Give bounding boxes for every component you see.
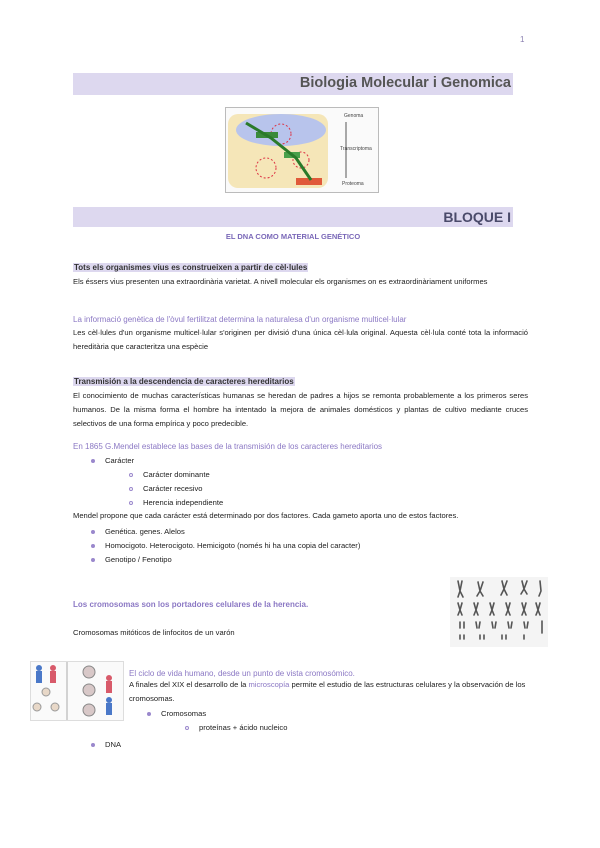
section-bar	[73, 207, 513, 227]
section-title: BLOQUE I	[443, 209, 511, 225]
list-item: Carácter recesivo	[129, 484, 528, 493]
section-1-heading: Tots els organismes vius es construeixen a partir de cèl·lules	[74, 263, 308, 272]
header-bar	[73, 73, 513, 95]
page-number: 1	[520, 35, 525, 44]
life-cycle-diagram	[31, 662, 123, 720]
list-item: Carácter dominante	[129, 470, 528, 479]
list-item: Cromosomas	[147, 709, 529, 718]
section-1	[73, 257, 528, 289]
section-6-text: A finales del XIX el desarrollo de la microscopía permite el estudio de las estructuras celulares y la observación de los cromosomas.	[129, 680, 526, 703]
list-item: Herencia independiente	[129, 498, 528, 507]
section-2-text: Les cèl·lules d'un organisme multicel·lular s'originen per divisió d'una única cèl·lula original. Aquesta cèl·lula conté tota la informació hereditària que caracteritza una espècie	[73, 328, 528, 351]
karyotype-caption: Cromosomas mitóticos de linfocitos de un varón	[73, 628, 235, 637]
section-subtitle: EL DNA COMO MATERIAL GENÉTICO	[225, 232, 361, 241]
life-cycle-figure	[30, 661, 124, 721]
section-4-text: Mendel propone que cada carácter está determinado por dos factores. Cada gameto aporta uno de estos factores.	[73, 511, 459, 520]
section-1-text: Els éssers vius presenten una extraordinària varietat. A nivell molecular els organismes on es extraordinàriament uniformes	[73, 277, 488, 286]
list-item: Genética. genes. Alelos	[91, 527, 528, 536]
section-5-heading: Los cromosomas son los portadores celulares de la herencia.	[73, 600, 309, 609]
section-2-heading: La informació genètica de l'òvul fertilitzat determina la naturalesa d'un organisme multicel·lular	[73, 315, 407, 324]
section-3-text: El conocimiento de muchas características humanas se heredan de padres a hijos se remonta probablemente a los primeros seres humanos. De la misma forma el hombre ha intentado la mejora de animales domésticos y plantas de cultivo mediante cruces selectivos de una forma empírica y poco predecible.	[73, 391, 528, 428]
page-title: Biologia Molecular i Genomica	[299, 75, 511, 91]
section-4-heading: En 1865 G.Mendel establece las bases de la transmisión de los caracteres hereditarios	[73, 442, 383, 451]
list-item: proteínas + ácido nucleico	[185, 723, 529, 732]
section-4	[73, 442, 528, 564]
microscopia-link[interactable]: microscopía	[248, 680, 290, 689]
karyotype-image	[450, 577, 548, 647]
list-item: Genotipo / Fenotipo	[91, 555, 528, 564]
central-dogma-figure	[225, 107, 379, 193]
karyotype-chromosomes	[450, 577, 548, 647]
section-2	[73, 315, 528, 354]
section-3-heading: Transmisión a la descendencia de caracteres hereditarios	[74, 377, 294, 386]
label-genoma: Genoma	[344, 113, 364, 119]
section-6	[129, 669, 529, 732]
label-transcriptoma: Transcriptoma	[340, 146, 372, 152]
central-dogma-diagram	[226, 108, 378, 192]
label-proteoma: Proteoma	[342, 181, 364, 187]
list-item: DNA	[91, 740, 121, 749]
section-6-heading: El ciclo de vida humano, desde un punto de vista cromosómico.	[129, 669, 355, 678]
list-item: Carácter	[91, 456, 528, 465]
section-3	[73, 371, 528, 431]
list-item: Homocigoto. Heterocigoto. Hemicigoto (només hi ha una copia del caracter)	[91, 541, 528, 550]
